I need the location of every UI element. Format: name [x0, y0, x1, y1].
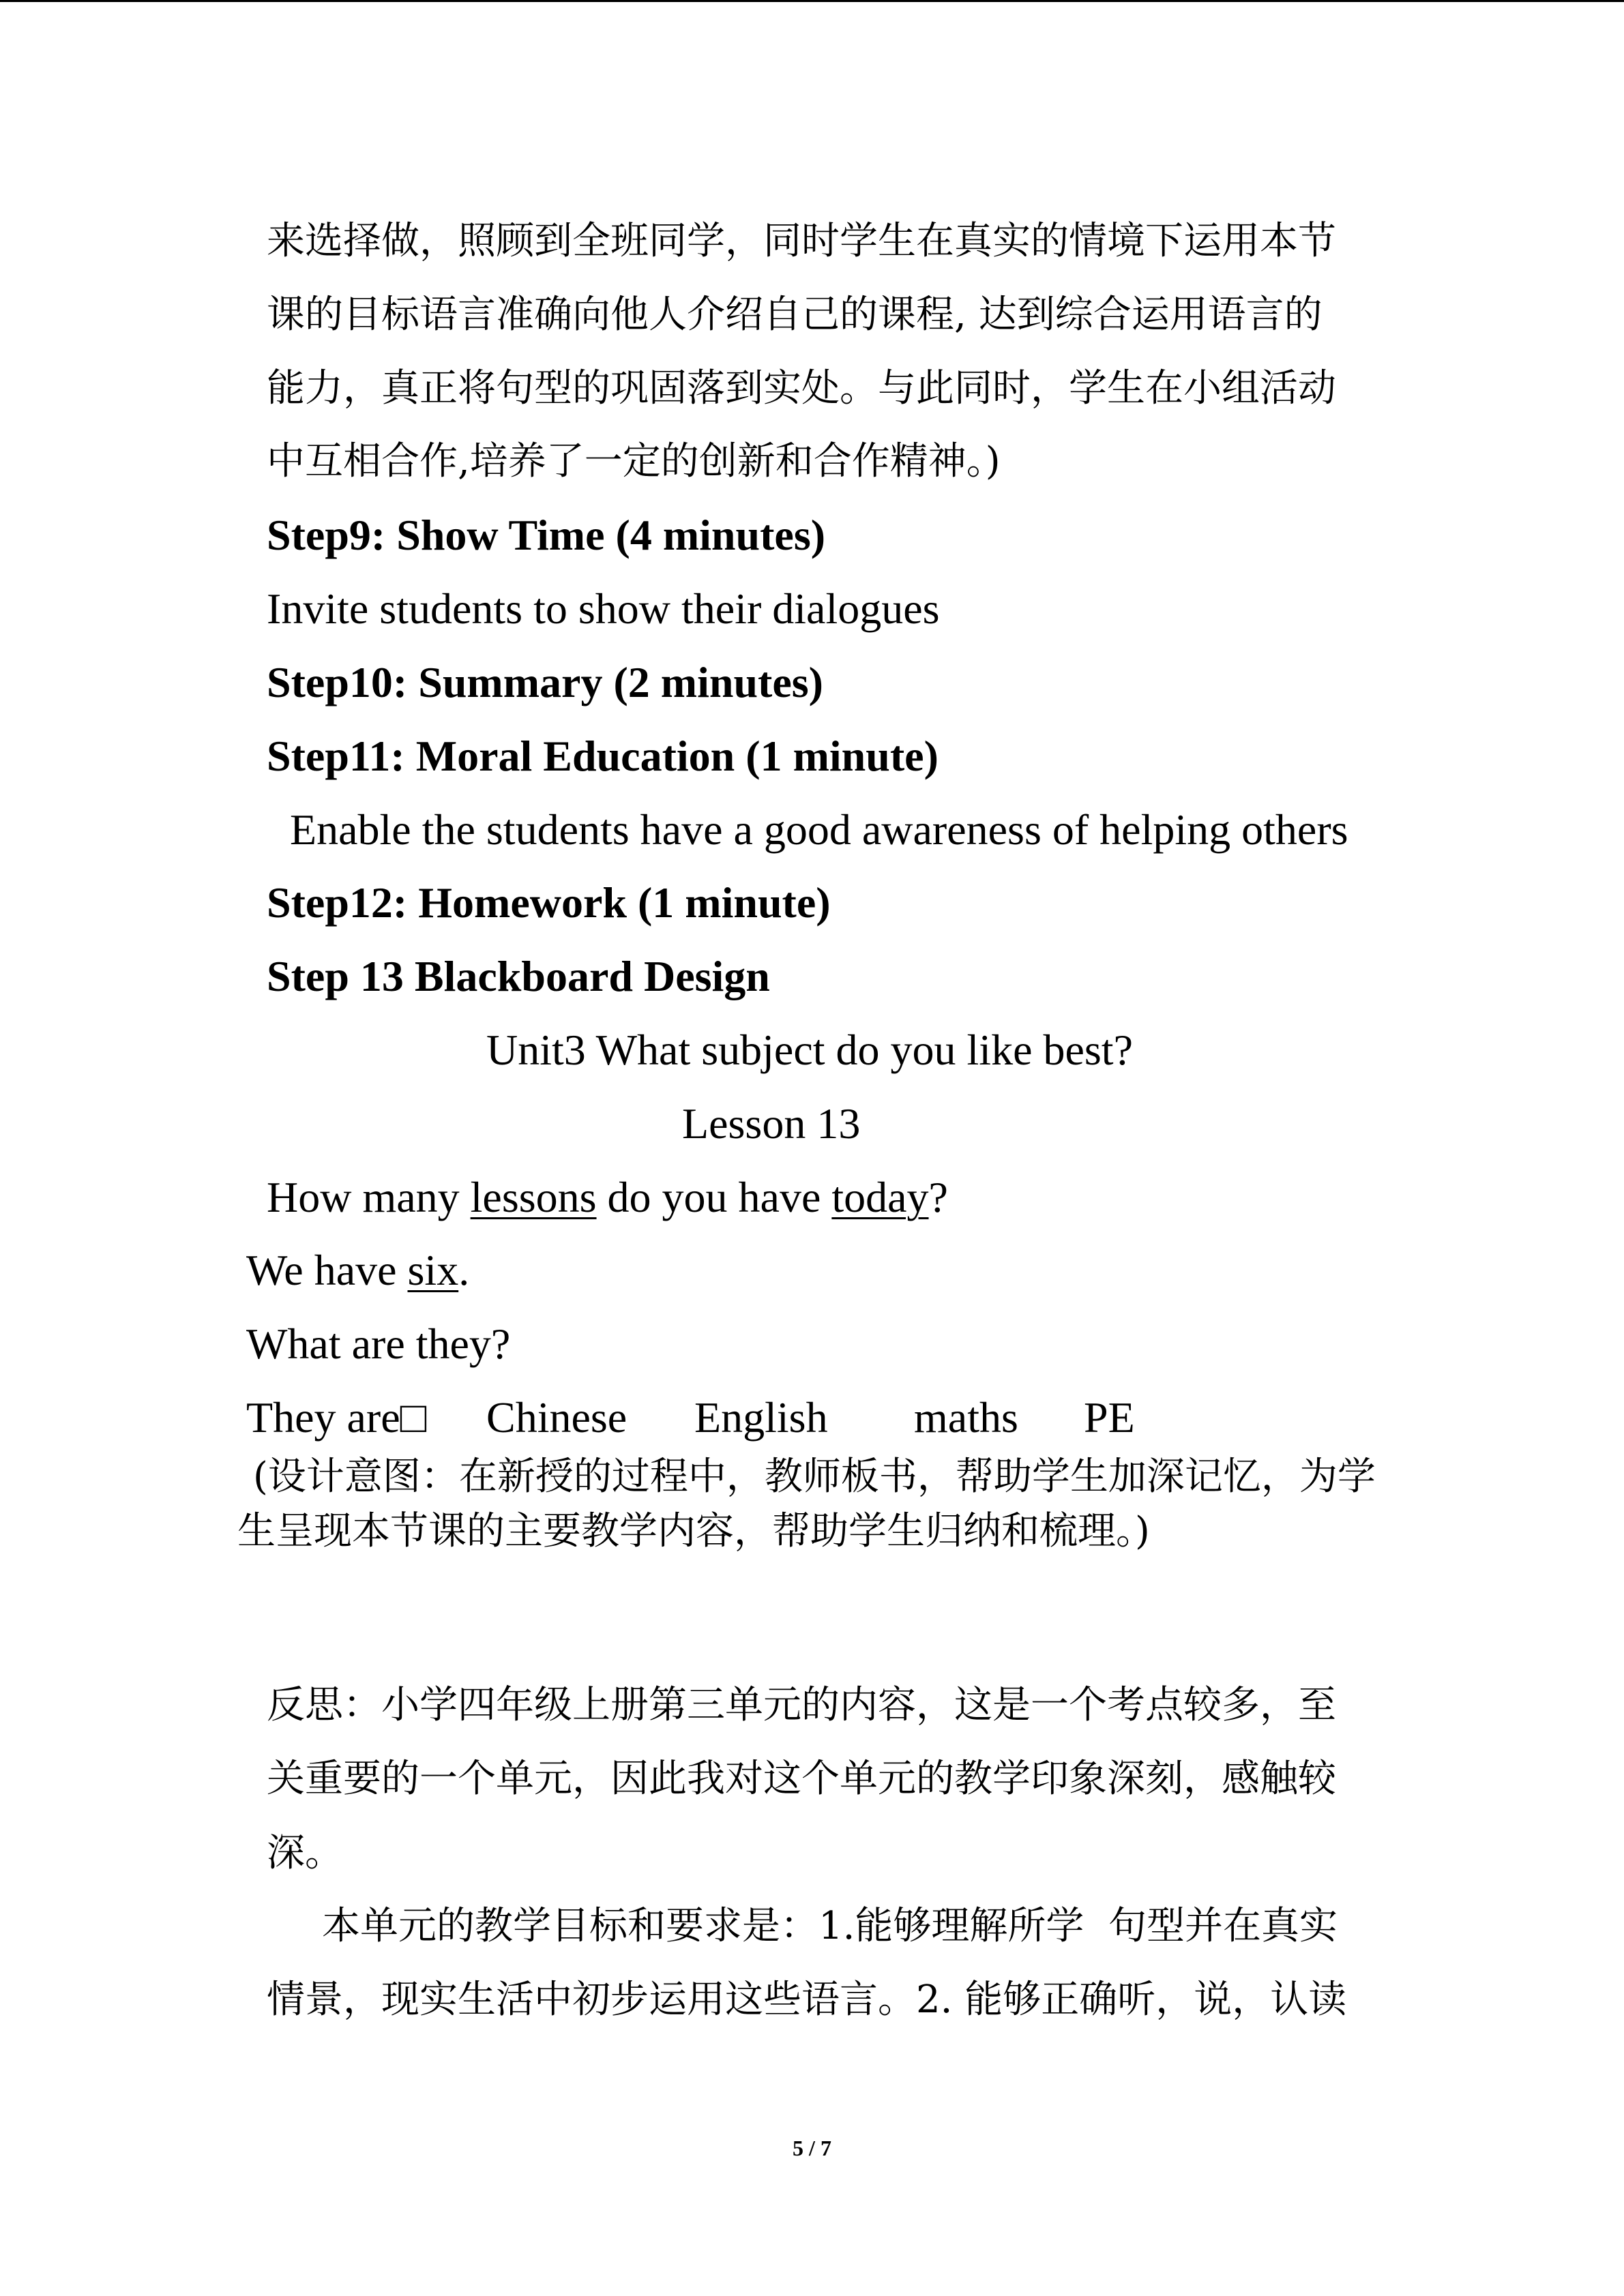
page-number: 5 / 7	[793, 2136, 831, 2160]
reflection-line-2: 关重要的一个单元，因此我对这个单元的教学印象深刻，感触较	[267, 1757, 1336, 1801]
blackboard-question-2: What are they?	[246, 1320, 511, 1368]
design-note-line-3: 能力，真正将句型的巩固落到实处。与此同时，学生在小组活动	[267, 366, 1336, 411]
step12-heading: Step12: Homework (1 minute)	[267, 878, 831, 927]
blackboard-question-1	[267, 1170, 948, 1225]
design-intent-line-1: (设计意图：在新授的过程中，教师板书，帮助学生加深记忆，为学	[253, 1455, 1376, 1499]
question-1-middle: do you have	[596, 1173, 832, 1221]
question-1-underlined-today: today	[831, 1173, 929, 1221]
subject-chinese: Chinese	[486, 1393, 628, 1442]
page-top-border	[0, 0, 1624, 2]
blackboard-answer-2	[0, 1390, 1624, 1445]
step11-body: Enable the students have a good awareness of helping others	[290, 805, 1348, 854]
reflection-line-4: 本单元的教学目标和要求是：1.能够理解所学 句型并在真实	[322, 1904, 1338, 1948]
reflection-line-1: 反思：小学四年级上册第三单元的内容，这是一个考点较多，至	[267, 1683, 1336, 1727]
answer-1-underlined-six: six	[407, 1246, 459, 1294]
design-note-line-2: 课的目标语言准确向他人介绍自己的课程, 达到综合运用语言的	[267, 293, 1323, 337]
design-note-line-1: 来选择做，照顾到全班同学，同时学生在真实的情境下运用本节	[267, 219, 1336, 263]
design-note-line-4: 中互相合作,培养了一定的创新和合作精神。)	[267, 439, 1001, 483]
step10-heading: Step10: Summary (2 minutes)	[267, 658, 823, 706]
question-1-prefix: How many	[267, 1173, 471, 1221]
blackboard-answer-1	[246, 1243, 469, 1298]
step9-heading: Step9: Show Time (4 minutes)	[267, 511, 826, 559]
answer-2-prefix: They are□	[246, 1393, 427, 1442]
blackboard-lesson: Lesson 13	[682, 1099, 861, 1148]
answer-1-prefix: We have	[246, 1246, 408, 1294]
subject-english: English	[694, 1393, 828, 1442]
subject-maths: maths	[914, 1393, 1018, 1442]
reflection-line-5: 情景，现实生活中初步运用这些语言。2. 能够正确听，说，认读	[267, 1978, 1347, 2022]
answer-1-suffix: .	[458, 1246, 470, 1294]
subject-pe: PE	[1084, 1393, 1135, 1442]
step11-heading: Step11: Moral Education (1 minute)	[267, 732, 939, 780]
question-1-suffix: ?	[928, 1173, 948, 1221]
design-intent-line-2: 生呈现本节课的主要教学内容，帮助学生归纳和梳理。)	[237, 1509, 1150, 1553]
reflection-line-3: 深。	[267, 1831, 343, 1875]
question-1-underlined-lessons: lessons	[470, 1173, 597, 1221]
blackboard-title: Unit3 What subject do you like best?	[486, 1026, 1133, 1074]
step9-body: Invite students to show their dialogues	[267, 584, 940, 633]
step13-heading: Step 13 Blackboard Design	[267, 952, 770, 1000]
